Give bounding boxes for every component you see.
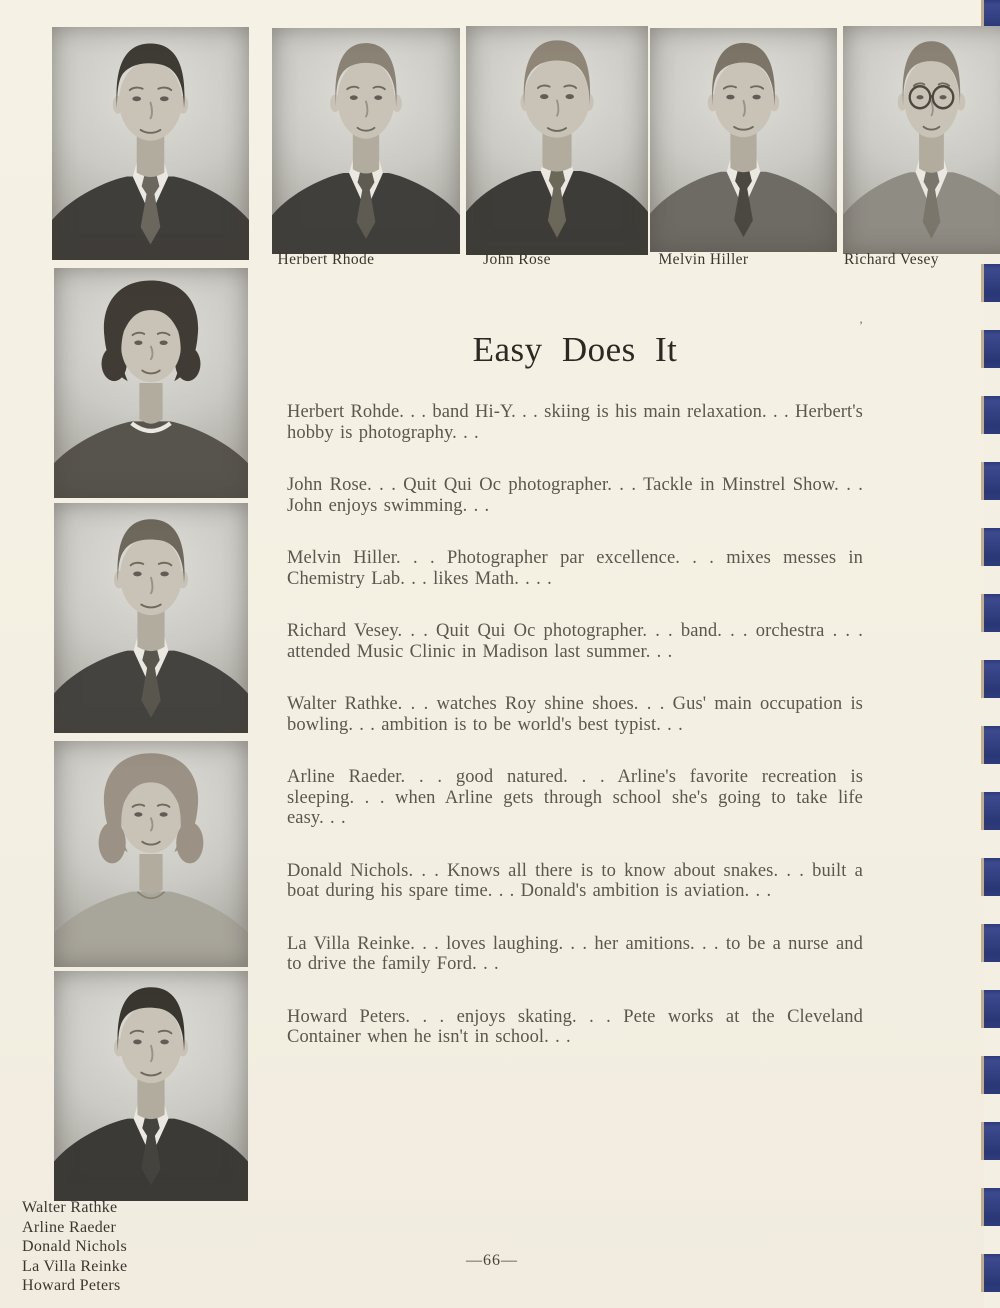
male-portrait-illustration (52, 27, 249, 260)
bio-paragraph-la-villa-reinke: La Villa Reinke. . . loves laughing. . . her amitions. . . to be a nurse and to drive the family Ford. . . (287, 933, 863, 974)
male-portrait-illustration (54, 971, 248, 1201)
male-portrait-illustration (650, 28, 837, 252)
list-item-name: Donald Nichols (22, 1238, 128, 1256)
male-portrait-illustration (54, 503, 248, 733)
list-item-name: Arline Raeder (22, 1218, 117, 1236)
ink-speck: ’ (859, 318, 863, 332)
portrait-photo-walter-rathke (52, 27, 249, 260)
portrait-photo-howard-peters (54, 971, 248, 1201)
bio-paragraph-john-rose: John Rose. . . Quit Qui Oc photographer. . . Tackle in Minstrel Show. . . John enjoys swimming. . . (287, 475, 863, 516)
photo-caption-herbert-rhode: Herbert Rhode (277, 251, 375, 268)
bio-paragraphs (287, 402, 863, 1080)
portrait-photo-la-villa-reinke (54, 741, 248, 967)
portrait-photo-john-rose (466, 26, 648, 255)
photo-caption-richard-vesey: Richard Vesey (844, 251, 939, 268)
female-portrait-illustration (54, 268, 248, 498)
portrait-photo-richard-vesey (843, 26, 1000, 254)
page-title: Easy Does It (472, 330, 678, 369)
male-portrait-with-glasses-illustration (843, 26, 1000, 254)
left-column-names-list (22, 1198, 127, 1296)
portrait-photo-melvin-hiller (650, 28, 837, 252)
list-item-name: Howard Peters (22, 1277, 121, 1295)
bio-paragraph-melvin-hiller: Melvin Hiller. . . Photographer par excellence. . . mixes messes in Chemistry Lab. . . likes Math. . . . (287, 548, 863, 589)
portrait-photo-arline-raeder (54, 268, 248, 498)
male-portrait-illustration (272, 28, 460, 254)
list-item-name: La Villa Reinke (22, 1257, 128, 1275)
photo-caption-melvin-hiller: Melvin Hiller (658, 251, 749, 268)
bio-paragraph-walter-rathke: Walter Rathke. . . watches Roy shine shoes. . . Gus' main occupation is bowling. . . ambition is to be world's best typist. . . (287, 694, 863, 735)
portrait-photo-donald-nichols (54, 503, 248, 733)
photo-caption-john-rose: John Rose (483, 251, 551, 268)
bio-paragraph-donald-nichols: Donald Nichols. . . Knows all there is to know about snakes. . . built a boat during his spare time. . . Donald's ambition is aviation. . . (287, 860, 863, 901)
bio-paragraph-arline-raeder: Arline Raeder. . . good natured. . . Arline's favorite recreation is sleeping. . . when Arline gets through school she's going to take life easy. . . (287, 767, 863, 828)
page-number: —66— (466, 1252, 518, 1269)
bio-paragraph-howard-peters: Howard Peters. . . enjoys skating. . . Pete works at the Cleveland Container when he isn't in school. . . (287, 1006, 863, 1047)
bio-paragraph-herbert-rohde: Herbert Rohde. . . band Hi-Y. . . skiing is his main relaxation. . . Herbert's hobby is photography. . . (287, 402, 863, 443)
female-portrait-illustration (54, 741, 248, 967)
portrait-photo-herbert-rhode (272, 28, 460, 254)
list-item-name: Walter Rathke (22, 1199, 118, 1216)
bio-paragraph-richard-vesey: Richard Vesey. . . Quit Qui Oc photographer. . . band. . . orchestra . . . attended Music Clinic in Madison last summer. . . (287, 621, 863, 662)
male-portrait-illustration (466, 26, 648, 255)
